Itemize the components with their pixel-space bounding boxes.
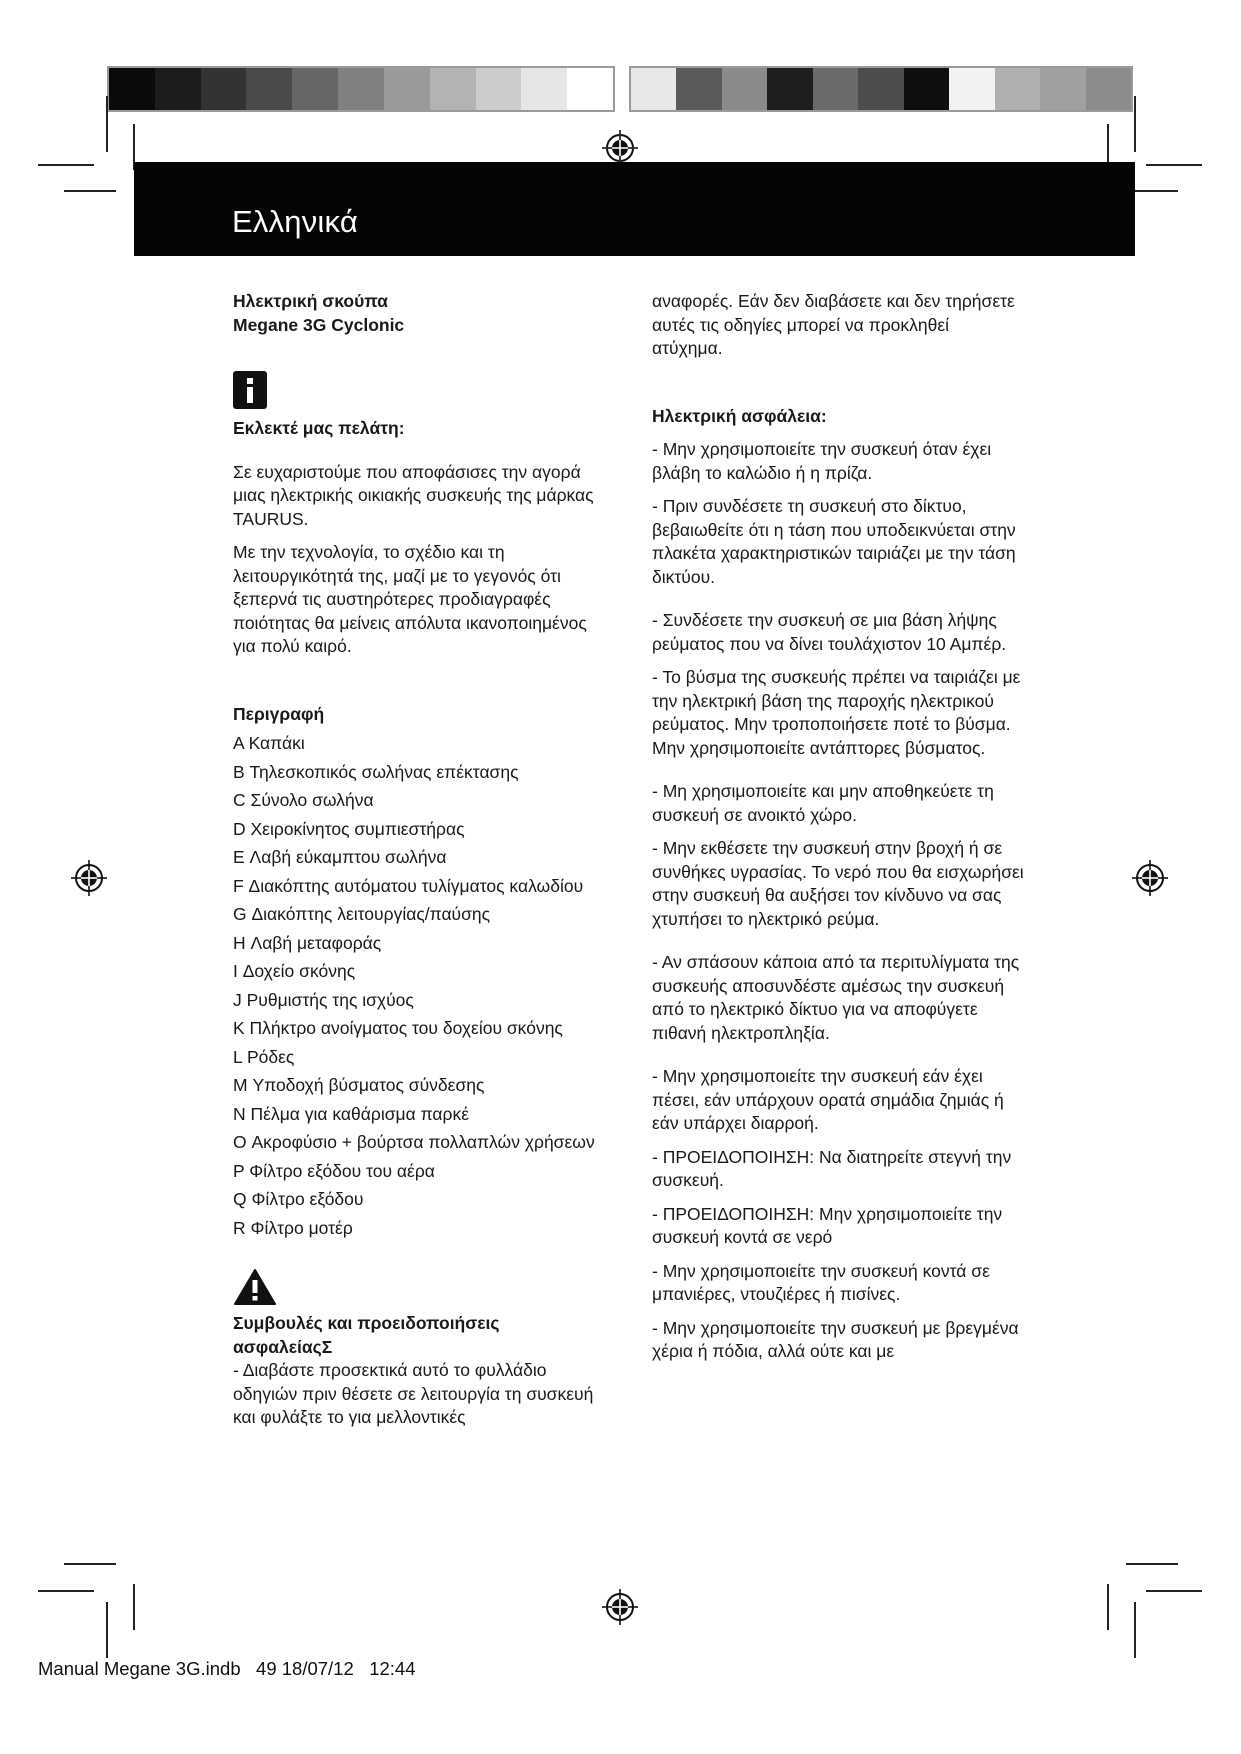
color-swatch — [995, 68, 1040, 110]
safety-title: Συμβουλές και προειδοποιήσεις ασφαλείαςΣ — [233, 1313, 500, 1357]
safety-paragraph: - Μη χρησιμοποιείτε και μην αποθηκεύετε τη συσκευή σε ανοικτό χώρο. — [652, 781, 994, 825]
safety-paragraph: - Μην χρησιμοποιείτε την συσκευή με βρεγμένα χέρια ή πόδια, αλλά ούτε και με — [652, 1317, 1019, 1361]
color-swatch — [292, 68, 338, 110]
color-swatch — [521, 68, 567, 110]
description-item: P Φίλτρο εξόδου του αέρα — [233, 1160, 435, 1181]
intro-paragraph: Με την τεχνολογία, το σχέδιο και τη λειτουργικότητά της, μαζί με το γεγονός ότι ξεπερνά τις αυστηρότερες προδιαγραφές ποιότητας θα μείνεις απόλυτα ικανοποιημένος για πολύ καιρό. — [233, 542, 587, 656]
color-bar-right — [629, 66, 1133, 112]
color-swatch — [722, 68, 767, 110]
color-swatch — [1040, 68, 1085, 110]
color-swatch — [631, 68, 676, 110]
product-model: Megane 3G Cyclonic — [233, 314, 405, 335]
product-name: Ηλεκτρική σκούπα — [233, 291, 388, 311]
color-swatch — [1086, 68, 1131, 110]
description-item: F Διακόπτης αυτόματου τυλίγματος καλωδίου — [233, 875, 584, 896]
color-swatch — [246, 68, 292, 110]
crop-mark — [38, 1590, 94, 1592]
description-item: D Χειροκίνητος συμπιεστήρας — [233, 818, 465, 839]
color-swatch — [430, 68, 476, 110]
description-item: A Καπάκι — [233, 733, 305, 753]
color-swatch — [476, 68, 522, 110]
description-title: Περιγραφή — [233, 703, 325, 724]
color-bar-left — [107, 66, 615, 112]
crop-mark — [106, 1602, 108, 1658]
crop-mark — [64, 190, 116, 192]
safety-intro: - Διαβάστε προσεκτικά αυτό το φυλλάδιο οδηγιών πριν θέσετε σε λειτουργία τη συσκευή και φυλάξτε το για μελλοντικές — [233, 1360, 594, 1427]
crop-mark — [1146, 1590, 1202, 1592]
color-swatch — [567, 68, 613, 110]
crop-mark — [106, 96, 108, 152]
description-item: E Λαβή εύκαμπτου σωλήνα — [233, 847, 447, 867]
color-swatch — [109, 68, 155, 110]
greeting: Εκλεκτέ μας πελάτη: — [233, 418, 405, 438]
continuation-paragraph: αναφορές. Εάν δεν διαβάσετε και δεν τηρήσετε αυτές τις οδηγίες μπορεί να προκληθεί ατύχημα. — [652, 291, 1015, 358]
description-item: M Υποδοχή βύσματος σύνδεσης — [233, 1075, 485, 1095]
description-item: O Ακροφύσιο + βούρτσα πολλαπλών χρήσεων — [233, 1132, 595, 1152]
safety-paragraph: - Μην χρησιμοποιείτε την συσκευή κοντά σε μπανιέρες, ντουζιέρες ή πισίνες. — [652, 1260, 990, 1304]
color-swatch — [201, 68, 247, 110]
slug-file: Manual Megane 3G.indb — [38, 1658, 241, 1679]
language-header — [134, 162, 1135, 256]
description-list — [233, 732, 603, 1240]
safety-paragraph: - Το βύσμα της συσκευής πρέπει να ταιριάζει με την ηλεκτρική βάση της παροχής ηλεκτρικού ρεύματος. Μην τροποποιήσετε ποτέ το βύσμα. Μην χρησιμοποιείτε αντάπτορες βύσματος. — [652, 667, 1021, 758]
color-swatch — [767, 68, 812, 110]
description-item: H Λαβή μεταφοράς — [233, 932, 382, 953]
description-item: B Τηλεσκοπικός σωλήνας επέκτασης — [233, 761, 519, 782]
electrical-safety-title: Ηλεκτρική ασφάλεια: — [652, 405, 827, 426]
crop-mark — [64, 1563, 116, 1565]
description-item: R Φίλτρο μοτέρ — [233, 1217, 353, 1238]
registration-target-icon — [70, 859, 108, 897]
description-item: G Διακόπτης λειτουργίας/παύσης — [233, 904, 491, 924]
description-item: J Ρυθμιστής της ισχύος — [233, 989, 414, 1010]
crop-mark — [1146, 164, 1202, 166]
safety-paragraph: - ΠΡΟΕΙΔΟΠΟΙΗΣΗ: Να διατηρείτε στεγνή την συσκευή. — [652, 1146, 1012, 1190]
description-item: Q Φίλτρο εξόδου — [233, 1189, 364, 1209]
crop-mark — [1126, 1563, 1178, 1565]
safety-paragraph: - Μην χρησιμοποιείτε την συσκευή εάν έχει πέσει, εάν υπάρχουν ορατά σημάδια ζημιάς ή εάν υπάρχει διαρροή. — [652, 1066, 1004, 1133]
crop-mark — [133, 1584, 135, 1630]
description-item: C Σύνολο σωλήνα — [233, 790, 374, 810]
slug-time: 12:44 — [369, 1658, 416, 1679]
right-column — [652, 290, 1024, 1364]
safety-paragraph: - Συνδέσετε την συσκευή σε μια βάση λήψης ρεύματος που να δίνει τουλάχιστον 10 Αμπέρ. — [652, 610, 1007, 654]
language-title: Ελληνικά — [232, 204, 358, 239]
crop-mark — [1107, 1584, 1109, 1630]
color-swatch — [904, 68, 949, 110]
crop-mark — [1134, 96, 1136, 152]
description-item: I Δοχείο σκόνης — [233, 961, 356, 981]
color-swatch — [155, 68, 201, 110]
description-item: L Ρόδες — [233, 1046, 295, 1067]
slug-date: 18/07/12 — [281, 1658, 354, 1679]
print-slug — [38, 1658, 415, 1680]
intro-paragraph: Σε ευχαριστούμε που αποφάσισες την αγορά μιας ηλεκτρικής οικιακής συσκευής της μάρκας TAURUS. — [233, 461, 594, 529]
left-column — [233, 290, 603, 1430]
description-item: N Πέλμα για καθάρισμα παρκέ — [233, 1103, 470, 1124]
registration-target-icon — [1131, 859, 1169, 897]
safety-paragraph: - Πριν συνδέσετε τη συσκευή στο δίκτυο, βεβαιωθείτε ότι η τάση που υποδεικνύεται στην πλακέτα χαρακτηριστικών ταιριάζει με την τάση δικτύου. — [652, 496, 1016, 587]
color-swatch — [813, 68, 858, 110]
registration-target-icon — [601, 1588, 639, 1626]
color-swatch — [384, 68, 430, 110]
safety-paragraph: - Αν σπάσουν κάποια από τα περιτυλίγματα της συσκευής αποσυνδέστε αμέσως την συσκευή από το ηλεκτρικό δίκτυο για να αποφύγετε πιθανή ηλεκτροπληξία. — [652, 952, 1020, 1043]
description-item: K Πλήκτρο ανοίγματος του δοχείου σκόνης — [233, 1018, 563, 1038]
info-icon — [233, 371, 267, 409]
color-swatch — [949, 68, 994, 110]
crop-mark — [1134, 1602, 1136, 1658]
safety-paragraph: - ΠΡΟΕΙΔΟΠΟΙΗΣΗ: Μην χρησιμοποιείτε την συσκευή κοντά σε νερό — [652, 1203, 1003, 1247]
color-swatch — [676, 68, 721, 110]
safety-paragraph: - Μην εκθέσετε την συσκευή στην βροχή ή σε συνθήκες υγρασίας. Το νερό που θα εισχωρήσει στην συσκευή θα αυξήσει τον κίνδυνο να σας χτυπήσει το ηλεκτρικό ρεύμα. — [652, 838, 1024, 929]
slug-page: 49 — [256, 1658, 277, 1679]
crop-mark — [38, 164, 94, 166]
warning-icon — [233, 1268, 277, 1306]
safety-paragraph: - Μην χρησιμοποιείτε την συσκευή όταν έχει βλάβη το καλώδιο ή η πρίζα. — [652, 439, 992, 483]
color-swatch — [858, 68, 903, 110]
color-swatch — [338, 68, 384, 110]
